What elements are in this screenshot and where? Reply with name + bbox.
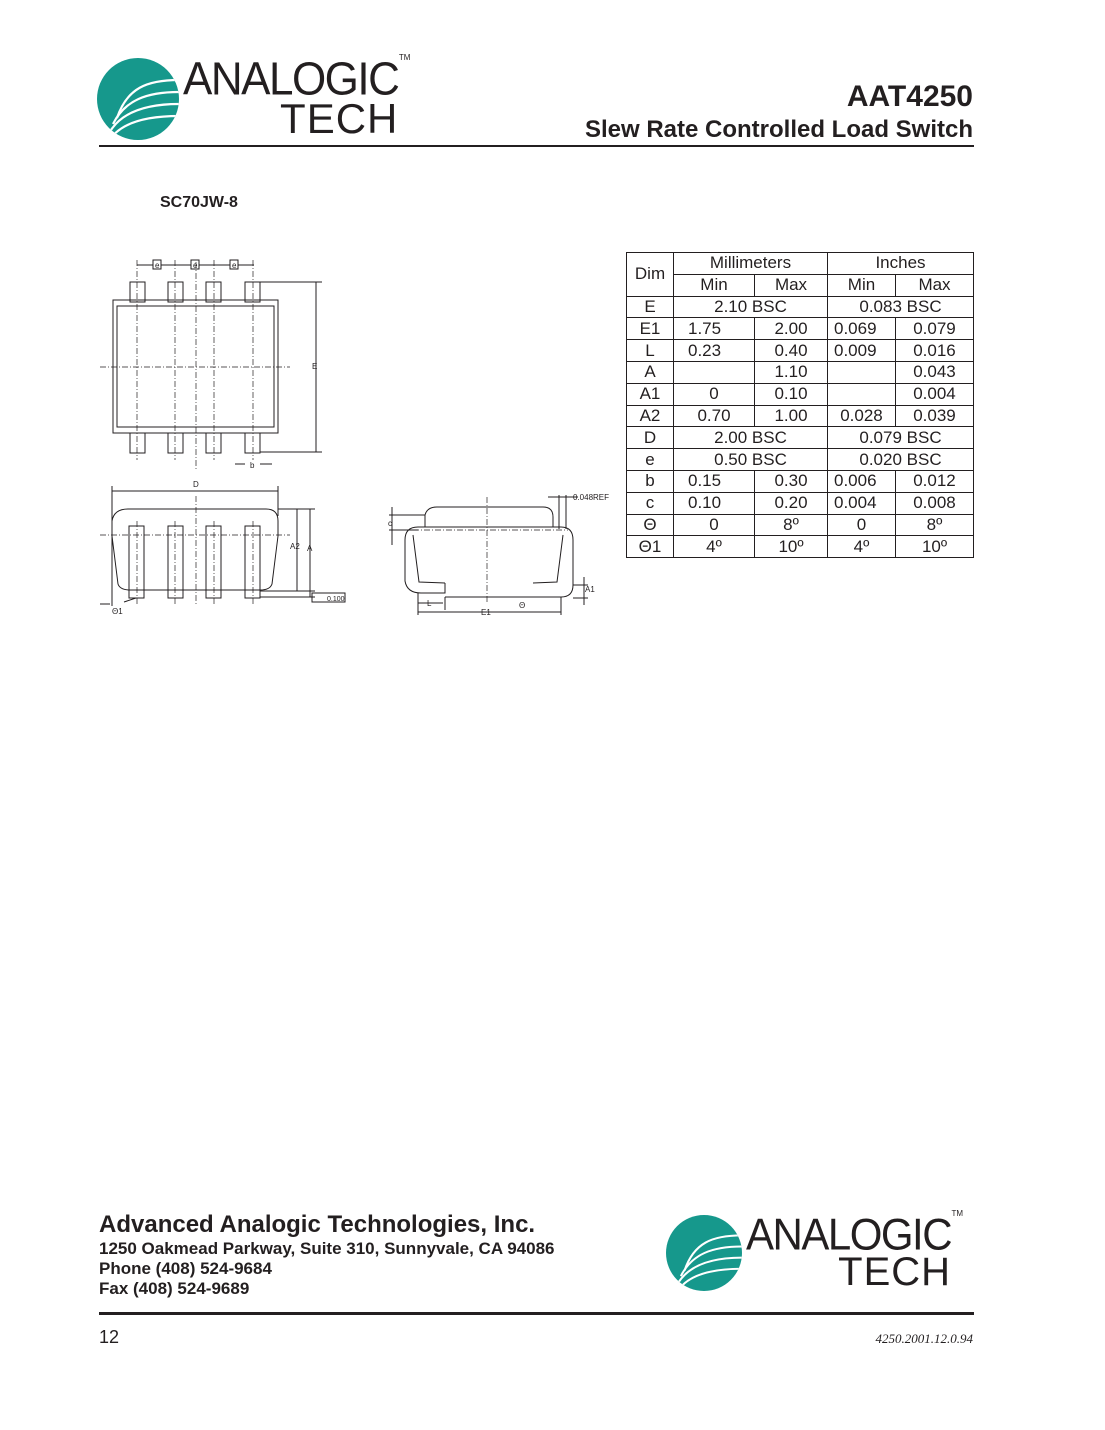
footer-divider: [99, 1312, 974, 1315]
table-header-row: [627, 253, 974, 275]
D-label: D: [193, 480, 199, 489]
header-divider: [99, 145, 974, 147]
cell-mm-min: 0.70: [674, 405, 755, 427]
pitch-label-2: e: [193, 261, 198, 270]
cell-dim: b: [627, 470, 674, 492]
logo-analogic: ANALOGIC: [183, 53, 399, 106]
logo-wordmark: [183, 53, 411, 142]
cell-dim: A2: [627, 405, 674, 427]
L-label: L: [427, 599, 432, 608]
theta1-label: Θ1: [112, 607, 123, 616]
cell-in-bsc: 0.079 BSC: [828, 427, 974, 449]
logo-trademark: TM: [951, 1209, 964, 1218]
ref-label: 0.048REF: [573, 493, 610, 502]
company-fax: Fax (408) 524-9689: [99, 1279, 250, 1298]
cell-in-min: 0.028: [828, 405, 896, 427]
cell-in-max: 0.039: [896, 405, 974, 427]
table-subheader-row: [627, 274, 974, 296]
b-label: b: [250, 461, 255, 470]
logo-tech: TECH: [280, 95, 399, 142]
cell-mm-min: [674, 361, 755, 383]
cell-mm-max: 1.00: [755, 405, 828, 427]
table-row: [627, 405, 974, 427]
header-dim: Dim: [627, 253, 674, 297]
cell-mm-max: 0.30: [755, 470, 828, 492]
dimensions-table: [626, 252, 974, 558]
pitch-label-1: e: [155, 261, 160, 270]
cell-dim: E1: [627, 318, 674, 340]
E-label: E: [312, 362, 318, 371]
table-row: [627, 427, 974, 449]
logo-analogic: ANALOGIC: [746, 1209, 952, 1260]
cell-in-bsc: 0.083 BSC: [828, 296, 974, 318]
company-phone: Phone (408) 524-9684: [99, 1259, 272, 1278]
A2-label: A2: [290, 542, 300, 551]
part-number: AAT4250: [846, 80, 973, 113]
coplanarity-label: 0.100: [327, 596, 345, 603]
cell-mm-min: 0.15: [674, 470, 755, 492]
logo-swoosh-icon: [97, 58, 179, 140]
cell-in-max: 0.016: [896, 340, 974, 362]
end-view-drawing: [383, 485, 618, 620]
cell-dim: D: [627, 427, 674, 449]
c-label: c: [388, 519, 392, 528]
cell-dim: A1: [627, 383, 674, 405]
footer-logo: [666, 1209, 964, 1294]
header-mm-max: Max: [755, 274, 828, 296]
document-subtitle: Slew Rate Controlled Load Switch: [584, 116, 973, 143]
cell-mm-bsc: 0.50 BSC: [674, 449, 828, 471]
cell-mm-max: 8º: [755, 514, 828, 536]
cell-mm-max: 10º: [755, 536, 828, 558]
A-label: A: [307, 544, 313, 553]
cell-mm-max: 2.00: [755, 318, 828, 340]
cell-mm-bsc: 2.00 BSC: [674, 427, 828, 449]
table-row: [627, 340, 974, 362]
logo-tech: TECH: [838, 1250, 952, 1294]
side-view-drawing: [100, 476, 360, 621]
cell-dim: E: [627, 296, 674, 318]
cell-dim: A: [627, 361, 674, 383]
logo-swoosh-icon: [666, 1215, 742, 1291]
cell-in-min: 0.006: [828, 470, 896, 492]
header-inches: Inches: [828, 253, 974, 275]
cell-mm-min: 0: [674, 514, 755, 536]
cell-in-max: 10º: [896, 536, 974, 558]
header-in-max: Max: [896, 274, 974, 296]
table-row: [627, 536, 974, 558]
cell-in-max: 8º: [896, 514, 974, 536]
page-number: 12: [99, 1327, 120, 1347]
table-row: [627, 318, 974, 340]
package-name: SC70JW-8: [160, 194, 238, 211]
cell-mm-max: 0.10: [755, 383, 828, 405]
cell-in-max: 0.079: [896, 318, 974, 340]
cell-mm-bsc: 2.10 BSC: [674, 296, 828, 318]
table-row: [627, 514, 974, 536]
header-millimeters: Millimeters: [674, 253, 828, 275]
table-row: [627, 470, 974, 492]
cell-in-max: 0.043: [896, 361, 974, 383]
cell-dim: Θ: [627, 514, 674, 536]
logo-wordmark: [746, 1209, 964, 1294]
cell-in-max: 0.008: [896, 492, 974, 514]
table-row: [627, 449, 974, 471]
cell-dim: Θ1: [627, 536, 674, 558]
cell-dim: c: [627, 492, 674, 514]
cell-dim: e: [627, 449, 674, 471]
header-logo: [97, 53, 411, 142]
cell-in-min: 0.069: [828, 318, 896, 340]
header-in-min: Min: [828, 274, 896, 296]
cell-mm-min: 0: [674, 383, 755, 405]
cell-mm-min: 1.75: [674, 318, 755, 340]
cell-in-bsc: 0.020 BSC: [828, 449, 974, 471]
table-row: [627, 296, 974, 318]
table-row: [627, 361, 974, 383]
top-view-drawing: [100, 250, 340, 475]
cell-in-min: 4º: [828, 536, 896, 558]
cell-mm-max: 0.20: [755, 492, 828, 514]
cell-in-min: 0.009: [828, 340, 896, 362]
cell-in-min: [828, 361, 896, 383]
cell-in-min: 0: [828, 514, 896, 536]
E1-label: E1: [481, 608, 491, 617]
cell-in-min: [828, 383, 896, 405]
cell-mm-min: 4º: [674, 536, 755, 558]
cell-mm-max: 1.10: [755, 361, 828, 383]
cell-mm-min: 0.23: [674, 340, 755, 362]
pitch-label-3: e: [232, 261, 237, 270]
theta-label: Θ: [519, 601, 526, 610]
cell-dim: L: [627, 340, 674, 362]
document-code: 4250.2001.12.0.94: [875, 1331, 973, 1346]
cell-mm-max: 0.40: [755, 340, 828, 362]
table-row: [627, 492, 974, 514]
company-name: Advanced Analogic Technologies, Inc.: [99, 1211, 536, 1238]
A1-label: A1: [585, 585, 595, 594]
cell-in-min: 0.004: [828, 492, 896, 514]
cell-in-max: 0.012: [896, 470, 974, 492]
logo-trademark: TM: [398, 53, 411, 62]
table-row: [627, 383, 974, 405]
company-address: 1250 Oakmead Parkway, Suite 310, Sunnyvale, CA 94086: [99, 1239, 555, 1258]
cell-mm-min: 0.10: [674, 492, 755, 514]
header-mm-min: Min: [674, 274, 755, 296]
cell-in-max: 0.004: [896, 383, 974, 405]
